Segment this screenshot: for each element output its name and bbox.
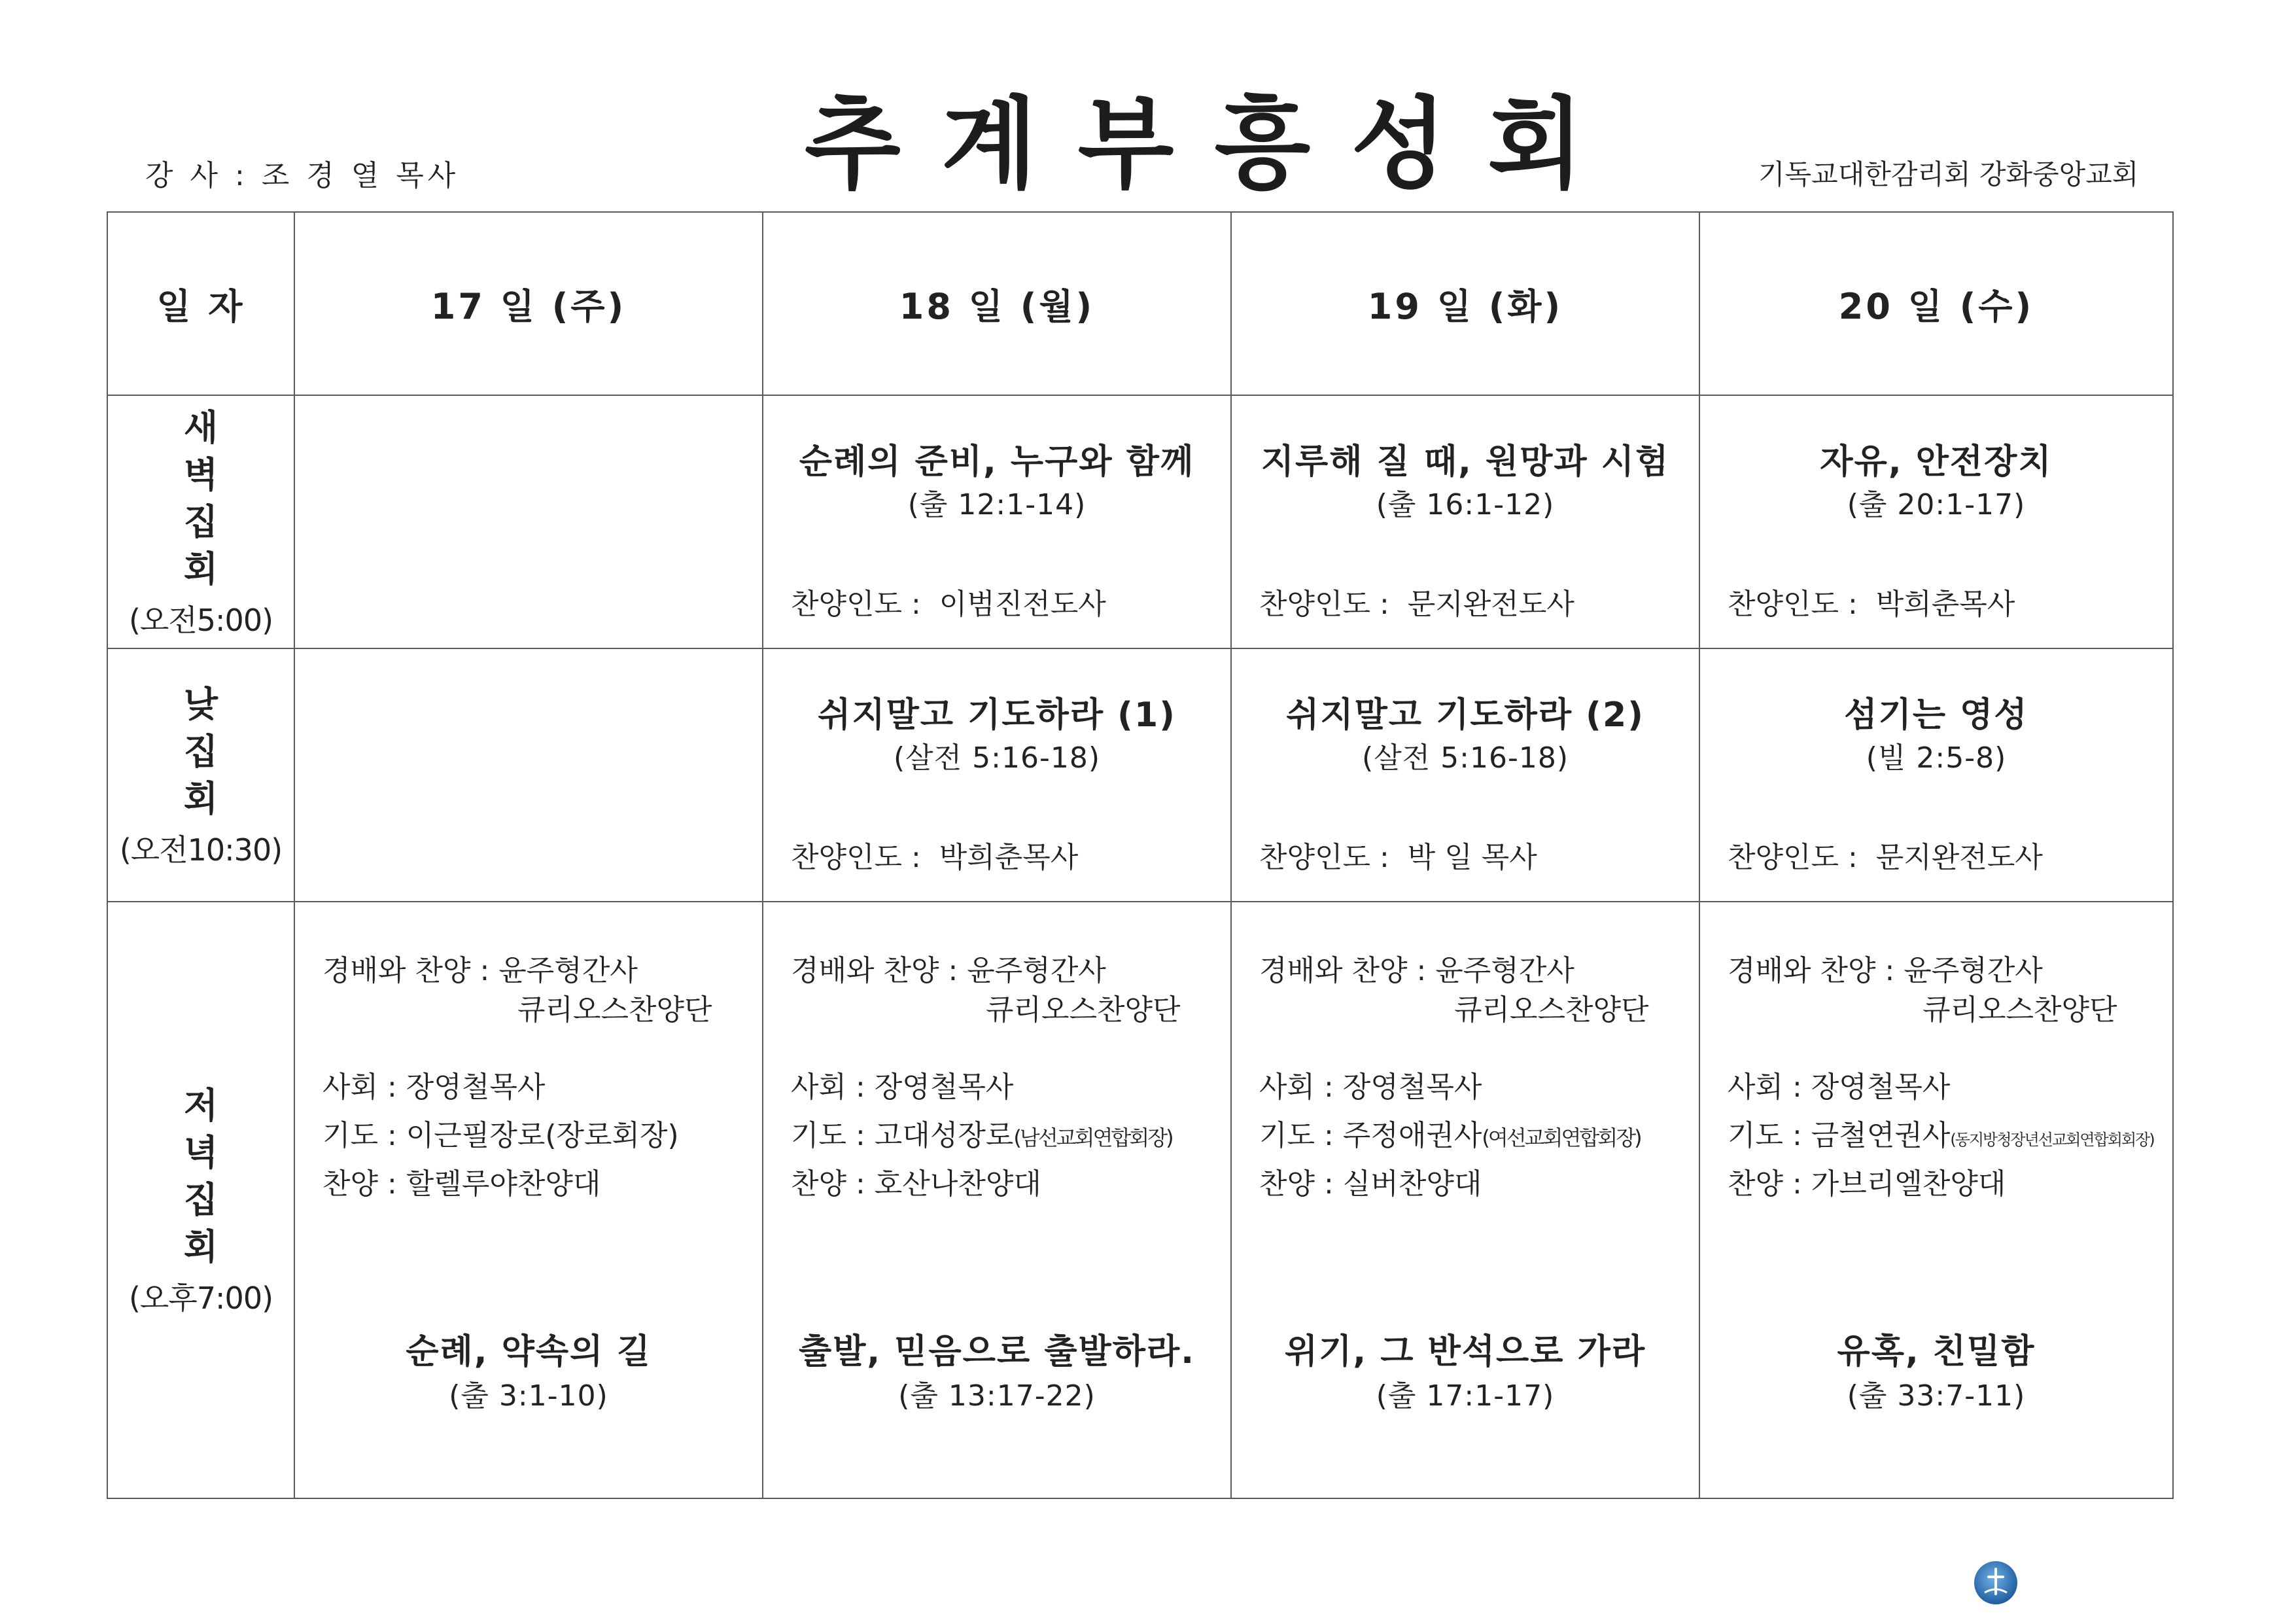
choir-name: 큐리오스찬양단: [1922, 993, 2117, 1027]
day-header-18: 18 일 (월): [763, 212, 1231, 395]
header-row: [107, 212, 2173, 395]
praise-leader: 찬양인도 : 문지완전도사: [1259, 588, 1574, 621]
host: 사회 : 장영철목사: [1259, 1070, 1482, 1104]
prayer-name: 기도 : 고대성장로: [791, 1119, 1014, 1152]
evening-cell-17: [294, 902, 763, 1498]
scripture-ref: (출 17:1-17): [1376, 1379, 1555, 1413]
prayer: [322, 1112, 679, 1154]
sermon-title: 위기, 그 반석으로 가라: [1284, 1332, 1646, 1371]
scripture-ref: (출 12:1-14): [907, 488, 1087, 521]
scripture-ref: (출 3:1-10): [449, 1379, 608, 1413]
row-label-char: 새: [183, 406, 218, 448]
praise-leader: 찬양인도 : 박희춘목사: [1728, 588, 2015, 621]
prayer: [791, 1112, 1172, 1154]
row-label-char: 회: [183, 548, 218, 590]
prayer-note: (남선교회연합회장): [1013, 1125, 1172, 1150]
sermon-title: 쉬지말고 기도하라 (1): [818, 696, 1176, 735]
worship-leader: 경배와 찬양 : 윤주형간사: [322, 954, 638, 987]
day-time: (오전10:30): [119, 832, 283, 868]
prayer-note: (동지방청장년선교회연합회회장): [1950, 1131, 2154, 1149]
host: 사회 : 장영철목사: [1728, 1070, 1951, 1104]
scripture-ref: (출 16:1-12): [1376, 488, 1555, 521]
row-label-char: 집: [183, 501, 218, 542]
worship-leader: 경배와 찬양 : 윤주형간사: [1728, 954, 2043, 987]
dawn-cell-17: [294, 395, 763, 648]
evening-cell-19: [1231, 902, 1699, 1498]
scripture-ref: (출 33:7-11): [1847, 1379, 2026, 1413]
schedule-table: [107, 211, 2174, 1499]
praise-leader: 찬양인도 : 박희춘목사: [791, 841, 1079, 874]
prayer-note: (여선교회연합회장): [1482, 1125, 1641, 1150]
choir-name: 큐리오스찬양단: [517, 993, 712, 1027]
page-title: 추계부흥성회: [805, 86, 1624, 202]
evening-time: (오후7:00): [128, 1280, 273, 1316]
choir-name: 큐리오스찬양단: [1454, 993, 1649, 1027]
evening-row-label: [107, 902, 294, 1498]
evening-cell-20: [1699, 902, 2173, 1498]
sermon-title: 출발, 믿음으로 출발하라.: [798, 1332, 1196, 1371]
praise-leader: 찬양인도 : 문지완전도사: [1728, 841, 2043, 874]
scripture-ref: (살전 5:16-18): [1362, 741, 1569, 775]
prayer-name: 기도 : 금철연권사: [1728, 1119, 1951, 1152]
row-label-char: 집: [183, 1179, 218, 1220]
praise-choir: 찬양 : 가브리엘찬양대: [1728, 1167, 2006, 1201]
sermon-title: 지루해 질 때, 원망과 시험: [1261, 442, 1670, 482]
evening-cell-18: [763, 902, 1231, 1498]
day-header-17: 17 일 (주): [294, 212, 763, 395]
sermon-title: 유혹, 친밀함: [1837, 1332, 2036, 1371]
day-header-20: 20 일 (수): [1699, 212, 2173, 395]
row-label-char: 회: [183, 777, 218, 819]
scripture-ref: (출 20:1-17): [1847, 488, 2026, 521]
row-label-char: 낮: [183, 683, 218, 725]
praise-leader: 찬양인도 : 박 일 목사: [1259, 841, 1537, 874]
sermon-title: 순례의 준비, 누구와 함께: [799, 442, 1195, 482]
choir-name: 큐리오스찬양단: [986, 993, 1181, 1027]
scripture-ref: (빌 2:5-8): [1866, 741, 2007, 775]
sermon-title: 순례, 약속의 길: [406, 1332, 652, 1371]
day-row-label: [107, 648, 294, 902]
praise-choir: 찬양 : 호산나찬양대: [791, 1167, 1041, 1201]
church-logo-icon: [1973, 1560, 2019, 1606]
dawn-cell-20: [1699, 395, 2173, 648]
dawn-time: (오전5:00): [128, 602, 273, 638]
dawn-cell-19: [1231, 395, 1699, 648]
day-cell-19: [1231, 648, 1699, 902]
day-cell-18: [763, 648, 1231, 902]
prayer-note: (장로회장): [545, 1119, 679, 1152]
praise-choir: 찬양 : 할렐루야찬양대: [322, 1167, 601, 1201]
worship-leader: 경배와 찬양 : 윤주형간사: [791, 954, 1106, 987]
prayer-name: 기도 : 이근필장로: [322, 1119, 546, 1152]
worship-leader: 경배와 찬양 : 윤주형간사: [1259, 954, 1574, 987]
evening-row: [107, 902, 2173, 1498]
sermon-title: 쉬지말고 기도하라 (2): [1286, 696, 1644, 735]
scripture-ref: (출 13:17-22): [898, 1379, 1096, 1413]
church-name: 기독교대한감리회 강화중앙교회: [1758, 158, 2139, 190]
dawn-row-label: [107, 395, 294, 648]
day-cell-17: [294, 648, 763, 902]
day-header-19: 19 일 (화): [1231, 212, 1699, 395]
row-label-char: 녁: [183, 1132, 218, 1173]
prayer: [1259, 1112, 1641, 1154]
host: 사회 : 장영철목사: [791, 1070, 1014, 1104]
day-row: [107, 648, 2173, 902]
prayer-name: 기도 : 주정애권사: [1259, 1119, 1482, 1152]
sermon-title: 자유, 안전장치: [1820, 442, 2053, 482]
dawn-cell-18: [763, 395, 1231, 648]
row-label-char: 집: [183, 730, 218, 772]
scripture-ref: (살전 5:16-18): [894, 741, 1100, 775]
row-label-char: 벽: [183, 453, 218, 495]
day-cell-20: [1699, 648, 2173, 902]
praise-leader: 찬양인도 : 이범진전도사: [791, 588, 1106, 621]
host: 사회 : 장영철목사: [322, 1070, 546, 1104]
row-label-char: 저: [183, 1085, 218, 1126]
sermon-title: 섬기는 영성: [1844, 696, 2028, 735]
praise-choir: 찬양 : 실버찬양대: [1259, 1167, 1482, 1201]
dawn-row: [107, 395, 2173, 648]
speaker-label: 강 사 : 조 경 열 목사: [145, 159, 460, 192]
row-label-char: 회: [183, 1226, 218, 1267]
prayer: [1728, 1112, 2154, 1154]
date-column-header: 일 자: [107, 212, 294, 395]
